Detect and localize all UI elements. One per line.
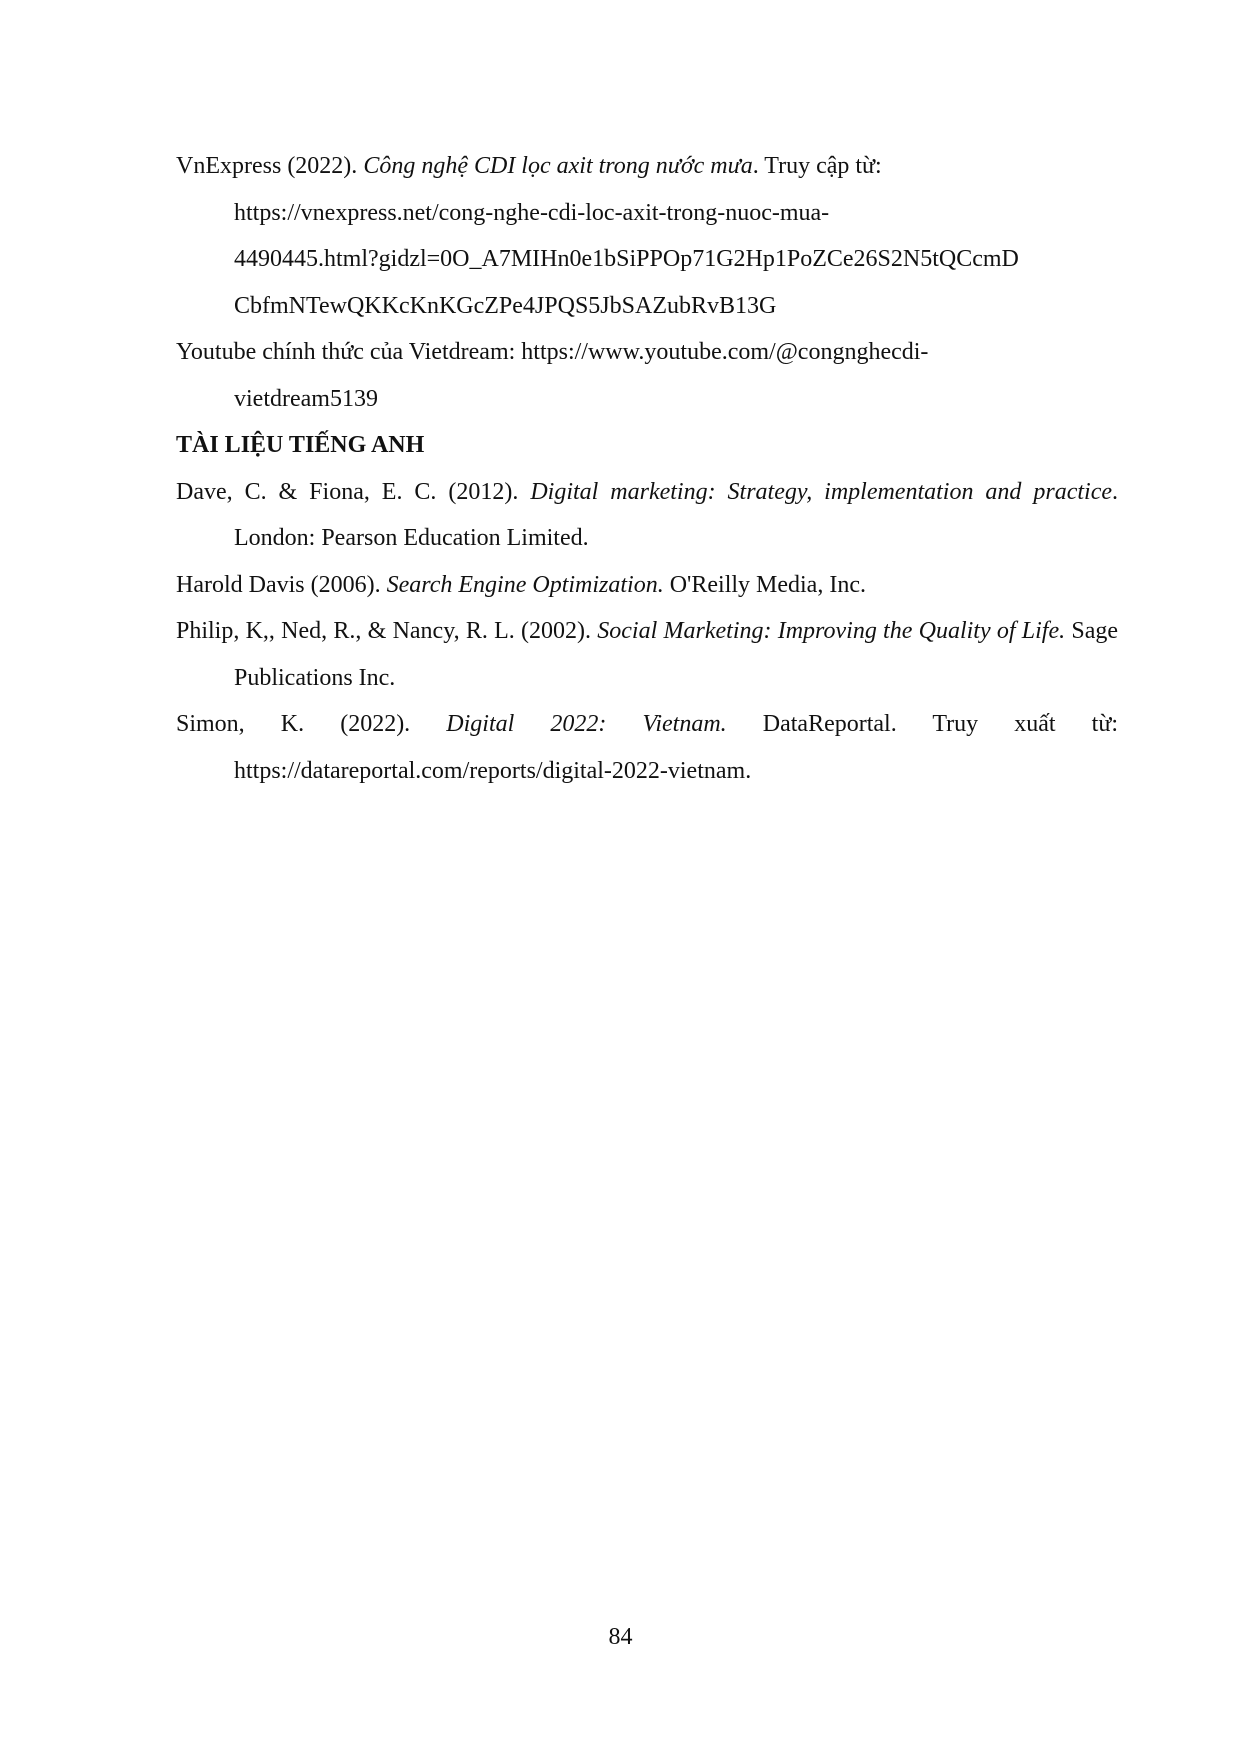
reference-author-year: VnExpress (2022). (176, 153, 364, 179)
reference-title: Digital marketing: Strategy, implementation and practice (530, 478, 1113, 505)
reference-vnexpress (176, 143, 1118, 329)
reference-author-year: Harold Davis (2006). (176, 571, 387, 598)
reference-dave-fiona (176, 469, 1118, 562)
reference-text-line: Youtube chính thức của Vietdream: https://www.youtube.com/@congnghecdi- (176, 339, 929, 365)
reference-source: Sage Publications Inc. (234, 618, 1119, 691)
reference-title: Social Marketing: Improving the Quality of Life. (597, 618, 1066, 644)
reference-url-line[interactable]: 4490445.html?gidzl=0O_A7MIHn0e1bSiPPOp71G2Hp1PoZCe26S2N5tQCcmD (234, 246, 1019, 272)
reference-source: . Truy cập từ: (752, 153, 882, 179)
reference-source: . London: Pearson Education Limited. (234, 478, 1119, 551)
reference-title: Digital 2022: Vietnam. (446, 711, 727, 737)
reference-title: Search Engine Optimization. (386, 571, 664, 598)
reference-url-line[interactable]: https://vnexpress.net/cong-nghe-cdi-loc-axit-trong-nuoc-mua- (234, 199, 830, 226)
reference-simon (176, 701, 1118, 794)
reference-author-year: Simon, K. (2022). (176, 711, 447, 737)
reference-title: Công nghệ CDI lọc axit trong nước mưa (363, 153, 753, 179)
reference-harold-davis (176, 562, 1118, 609)
references-content (176, 143, 1118, 794)
page-number: 84 (608, 1624, 633, 1650)
reference-author-year: Dave, C. & Fiona, E. C. (2012). (176, 478, 531, 505)
reference-philip-ned-nancy (176, 608, 1118, 701)
reference-url-line[interactable]: CbfmNTewQKKcKnKGcZPe4JPQS5JbSAZubRvB13G (234, 292, 777, 319)
reference-youtube (176, 329, 1118, 422)
reference-source: DataReportal. Truy xuất từ: https://datareportal.com/reports/digital-2022-vietnam. (234, 711, 1119, 784)
reference-author-year: Philip, K,, Ned, R., & Nancy, R. L. (2002). (176, 618, 598, 644)
reference-text-line: vietdream5139 (234, 385, 378, 412)
reference-source: O'Reilly Media, Inc. (663, 571, 866, 598)
section-heading: TÀI LIỆU TIẾNG ANH (176, 432, 425, 458)
